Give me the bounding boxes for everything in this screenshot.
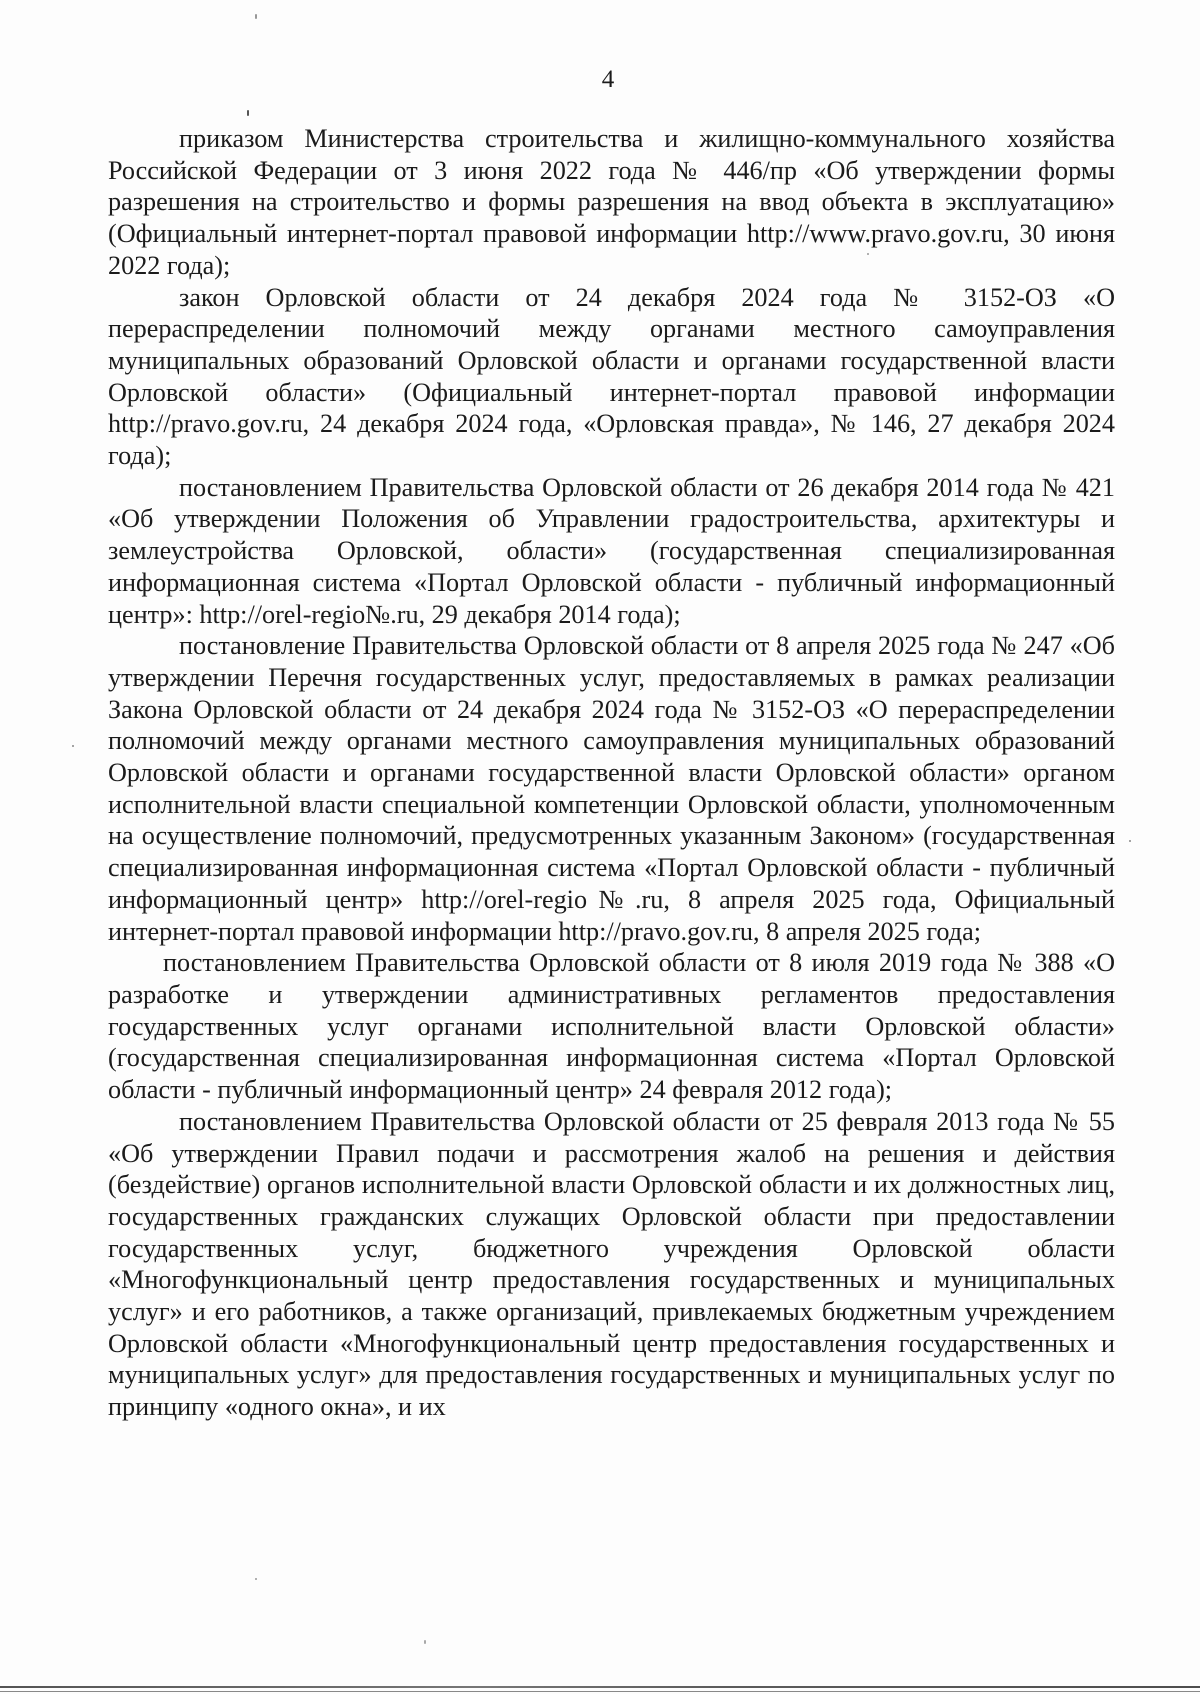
- paragraph-oryol-law: закон Орловской области от 24 декабря 2024 года № 3152-ОЗ «О перераспределении полномочий между органами местного самоуправления муниципальных образований Орловской области и органами государственной власти Орловской области» (Официальный интернет-портал правовой информации http://pravo.gov.ru, 24 декабря 2024 года, «Орловская правда», № 146, 27 декабря 2024 года);: [108, 282, 1115, 471]
- paragraph-resolution-388: постановлением Правительства Орловской области от 8 июля 2019 года № 388 «О разработке и утверждении административных регламентов предоставления государственных услуг органами исполнительной власти Орловской области» (государственная специализированная информационная система «Портал Орловской области - публичный информационный центр» 24 февраля 2012 года);: [108, 948, 1115, 1105]
- scan-bottom-edge-secondary: [0, 1691, 1200, 1692]
- scan-speck: [424, 1640, 426, 1644]
- scan-speck: [72, 745, 74, 747]
- paragraph-resolution-247: постановление Правительства Орловской области от 8 апреля 2025 года № 247 «Об утверждении Перечня государственных услуг, предоставляемых в рамках реализации Закона Орловской области от 24 декабря 2024 года № 3152-ОЗ «О перераспределении полномочий между органами местного самоуправления муниципальных образований Орловской области и органами государственной власти Орловской области» органом исполнительной власти специальной компетенции Орловской области, уполномоченным на осуществление полномочий, предусмотренных указанным Законом» (государственная специализированная информационная система «Портал Орловской области - публичный информационный центр» http://orel-regio№.ru, 8 апреля 2025 года, Официальный интернет-портал правовой информации http://pravo.gov.ru, 8 апреля 2025 года;: [108, 631, 1115, 946]
- document-body: [108, 123, 1115, 1423]
- page-number: 4: [601, 66, 615, 93]
- scan-speck: [255, 1578, 257, 1580]
- scan-bottom-edge: [0, 1686, 1200, 1688]
- paragraph-resolution-55: постановлением Правительства Орловской области от 25 февраля 2013 года № 55 «Об утверждении Правил подачи и рассмотрения жалоб на решения и действия (бездействие) органов исполнительной власти Орловской области и их должностных лиц, государственных гражданских служащих Орловской области при предоставлении государственных услуг, бюджетного учреждения Орловской области «Многофункциональный центр предоставления государственных и муниципальных услуг» и его работников, а также организаций, привлекаемых бюджетным учреждением Орловской области «Многофункциональный центр предоставления государственных и муниципальных услуг» для предоставления государственных и муниципальных услуг по принципу «одного окна», и их: [108, 1106, 1115, 1422]
- scan-speck: [1129, 840, 1131, 842]
- scan-speck: [867, 253, 869, 255]
- scan-speck: [247, 110, 249, 116]
- paragraph-resolution-421: постановлением Правительства Орловской области от 26 декабря 2014 года № 421 «Об утверждении Положения об Управлении градостроительства, архитектуры и землеустройства Орловской, области» (государственная специализированная информационная система «Портал Орловской области - публичный информационный центр»: http://orel-regio№.ru, 29 декабря 2014 года);: [108, 472, 1115, 629]
- paragraph-ministry-order: приказом Министерства строительства и жилищно-коммунального хозяйства Российской Федерации от 3 июня 2022 года № 446/пр «Об утверждении формы разрешения на строительство и формы разрешения на ввод объекта в эксплуатацию» (Официальный интернет-портал правовой информации http://www.pravo.gov.ru, 30 июня 2022 года);: [108, 124, 1115, 280]
- scan-speck: [255, 14, 257, 19]
